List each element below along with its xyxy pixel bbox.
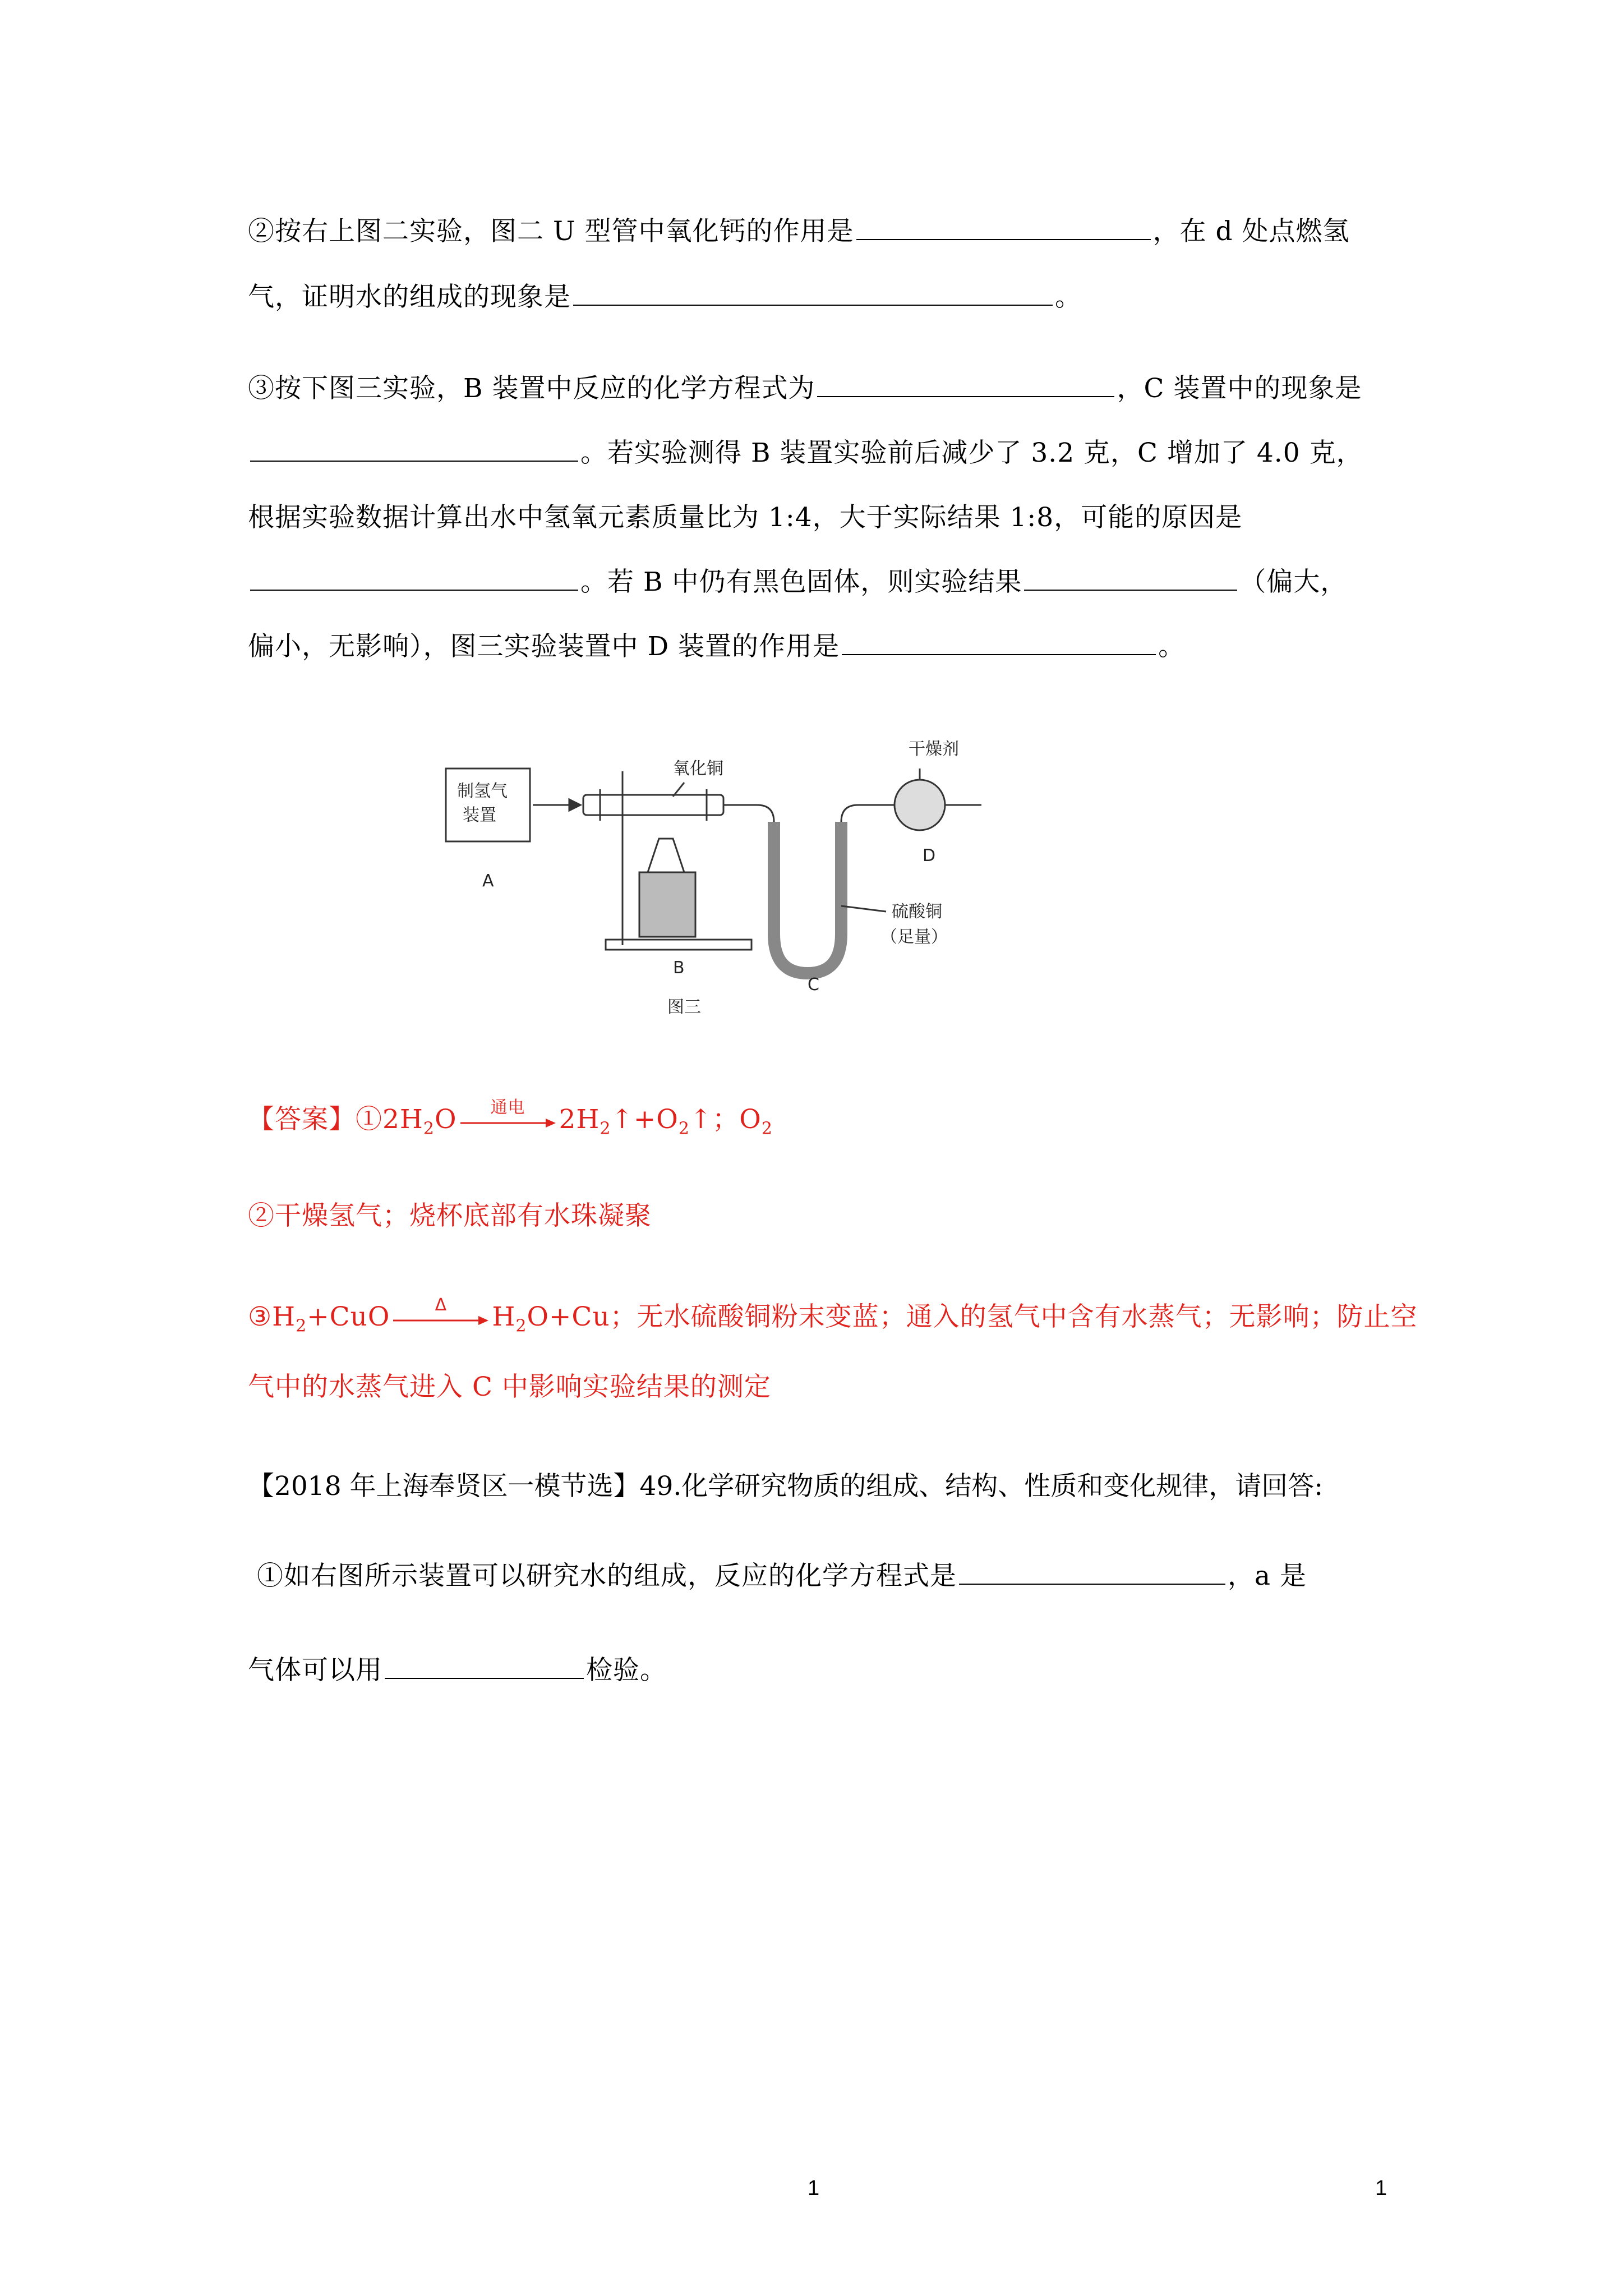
reaction-arrow: 通电: [460, 1110, 556, 1133]
box-label-1: 制氢气: [457, 781, 508, 801]
q49-line-2: ①如右图所示装置可以研究水的组成，反应的化学方程式是 ，a 是: [257, 1561, 1307, 1591]
q3-line-4: 。若 B 中仍有黑色固体，则实验结果 （偏大，: [248, 567, 1347, 598]
answer-line-4: 气中的水蒸气进入 C 中影响实验结果的测定: [248, 1372, 771, 1402]
label-c: C: [808, 975, 819, 995]
q2-line-2: 气，证明水的组成的现象是 。: [248, 282, 1082, 312]
answer-line-2: ②干燥氢气；烧杯底部有水珠凝聚: [248, 1200, 652, 1231]
hydrogen-generator-box: [446, 769, 530, 841]
label-b: B: [673, 958, 685, 978]
drying-tube: [895, 780, 945, 830]
figure-caption: 图三: [667, 997, 701, 1017]
apparatus-figure: [437, 726, 1021, 1029]
q3-line-3: 根据实验数据计算出水中氢氧元素质量比为 1:4，大于实际结果 1:8，可能的原因是: [248, 502, 1243, 533]
answer-blank[interactable]: [250, 567, 578, 591]
answer-blank[interactable]: [1024, 567, 1237, 591]
q49-line-3: 气体可以用 检验。: [248, 1655, 667, 1686]
q3-line-1: ③按下图三实验，B 装置中反应的化学方程式为 ，C 装置中的现象是: [248, 373, 1362, 404]
label-a: A: [482, 871, 494, 891]
desiccant-label: 干燥剂: [909, 739, 959, 759]
q2-line-1: ②按右上图二实验，图二 U 型管中氧化钙的作用是 ，在 d 处点燃氢: [248, 216, 1350, 247]
reaction-arrow: Δ: [393, 1308, 488, 1330]
reaction-tube: [583, 795, 723, 815]
page-number-right: 1: [1375, 2177, 1387, 2200]
answer-blank[interactable]: [817, 374, 1114, 397]
answer-blank[interactable]: [842, 632, 1156, 655]
answer-line-3: $③H_2+CuO$ Δ $H_2O+Cu$；无水硫酸铜粉末变蓝；通入的氢气中含有水蒸气；无影响；防止空: [248, 1295, 1418, 1336]
copper-sulfate-amount-label: （足量）: [880, 927, 948, 947]
page-number-center: 1: [808, 2177, 820, 2200]
box-label-2: 装置: [463, 806, 496, 825]
u-tube: [774, 822, 841, 973]
label-d: D: [923, 846, 936, 866]
answer-blank[interactable]: [573, 282, 1053, 306]
q3-line-5: 偏小，无影响），图三实验装置中 D 装置的作用是 。: [248, 631, 1186, 662]
answer-line-1: 【答案】$①2H_2O$ 通电 $2H_2↑+O_2↑$；$O_2$: [248, 1098, 773, 1139]
copper-sulfate-label: 硫酸铜: [892, 902, 942, 922]
answer-blank[interactable]: [250, 438, 578, 462]
stand-base: [606, 940, 751, 950]
q3-line-2: 。若实验测得 B 装置实验前后减少了 3.2 克，C 增加了 4.0 克，: [248, 438, 1363, 469]
q49-header: 【2018 年上海奉贤区一模节选】49.化学研究物质的组成、结构、性质和变化规律，请回答:: [248, 1471, 1324, 1502]
answer-blank[interactable]: [959, 1561, 1225, 1585]
answer-blank[interactable]: [385, 1655, 584, 1679]
copper-oxide-label: 氧化铜: [673, 759, 723, 779]
answer-blank[interactable]: [856, 217, 1151, 240]
